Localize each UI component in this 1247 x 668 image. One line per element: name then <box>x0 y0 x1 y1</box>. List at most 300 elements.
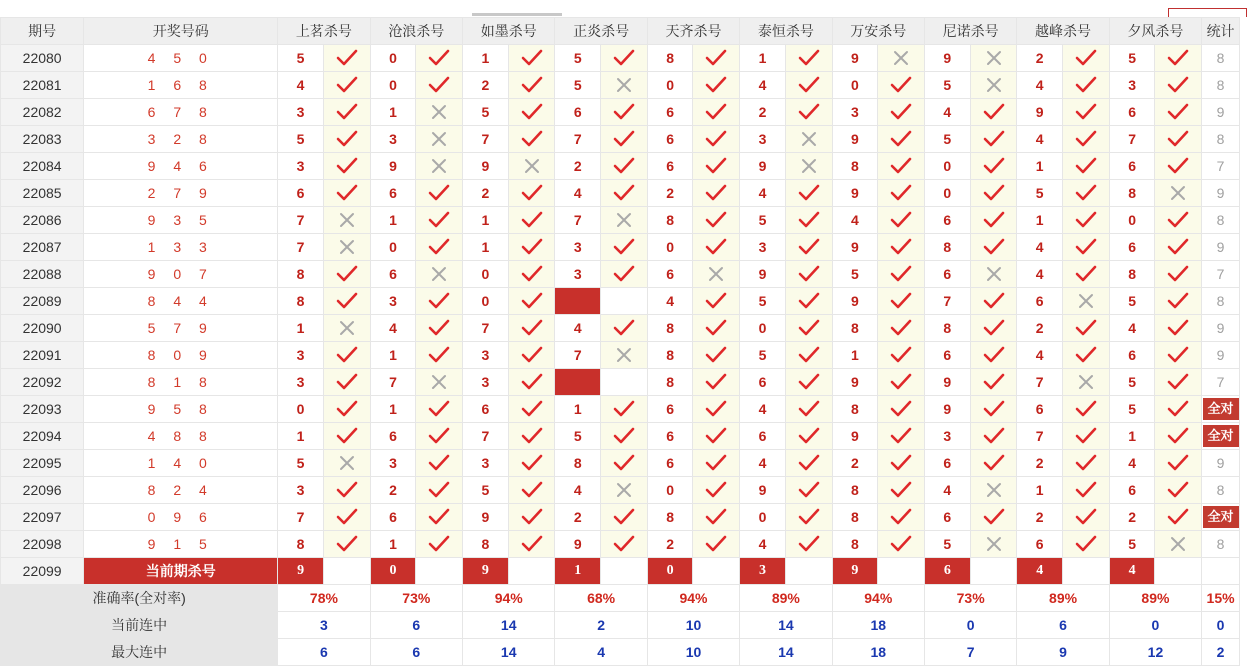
stat-value: 9 <box>1216 455 1225 471</box>
result-mark-cell <box>1155 531 1202 558</box>
header-expert: 夕风杀号 <box>1109 18 1201 45</box>
result-mark-cell <box>1063 72 1110 99</box>
kill-number-cell: 5 <box>463 99 509 126</box>
check-mark-icon <box>1155 346 1201 364</box>
draw-number-cell: 8 0 9 <box>84 342 278 369</box>
result-mark-cell <box>693 423 740 450</box>
check-mark-icon <box>878 481 924 499</box>
header-expert: 正炎杀号 <box>555 18 647 45</box>
stat-value: 9 <box>1216 104 1225 120</box>
result-mark-cell <box>878 423 925 450</box>
result-mark-cell <box>970 531 1017 558</box>
check-mark-icon <box>324 130 370 148</box>
result-mark-cell <box>601 423 648 450</box>
cross-mark-icon <box>1155 536 1201 552</box>
check-mark-icon <box>601 49 647 67</box>
stat-value: 7 <box>1216 374 1225 390</box>
stat-cell <box>1202 72 1240 99</box>
check-mark-icon <box>1155 130 1201 148</box>
cross-mark-icon <box>324 320 370 336</box>
check-mark-icon <box>786 292 832 310</box>
result-mark-cell <box>416 99 463 126</box>
kill-number-cell: 5 <box>1109 288 1155 315</box>
result-mark-cell <box>1155 450 1202 477</box>
result-mark-cell <box>1155 369 1202 396</box>
result-mark-cell <box>1063 126 1110 153</box>
result-mark-cell <box>878 369 925 396</box>
check-mark-icon <box>1155 265 1201 283</box>
kill-number-cell: 8 <box>1109 180 1155 207</box>
result-mark-cell <box>970 342 1017 369</box>
result-mark-cell <box>970 477 1017 504</box>
top-tab-indicator <box>472 13 562 16</box>
all-correct-badge: 全对 <box>1203 398 1239 420</box>
table-row <box>1 315 1240 342</box>
check-mark-icon <box>1063 481 1109 499</box>
kill-number-cell: 2 <box>1017 315 1063 342</box>
empty-cell <box>323 558 370 585</box>
draw-number-cell: 8 2 4 <box>84 477 278 504</box>
empty-cell <box>878 558 925 585</box>
check-mark-icon <box>1063 265 1109 283</box>
period-cell: 22089 <box>1 288 84 315</box>
check-mark-icon <box>416 481 462 499</box>
check-mark-icon <box>1155 211 1201 229</box>
result-mark-cell <box>508 450 555 477</box>
check-mark-icon <box>416 454 462 472</box>
kill-number-cell: 5 <box>278 45 324 72</box>
kill-number-cell: 1 <box>278 315 324 342</box>
result-mark-cell <box>416 315 463 342</box>
kill-number-cell: 4 <box>1017 126 1063 153</box>
result-mark-cell <box>785 342 832 369</box>
result-mark-cell <box>970 396 1017 423</box>
kill-number-cell: 3 <box>278 477 324 504</box>
max-streak-row-value: 18 <box>832 639 924 666</box>
kill-number-cell: 1 <box>1109 423 1155 450</box>
kill-number-cell: 3 <box>740 234 786 261</box>
check-mark-icon <box>786 265 832 283</box>
kill-number-cell: 8 <box>924 234 970 261</box>
check-mark-icon <box>693 346 739 364</box>
result-mark-cell <box>416 450 463 477</box>
check-mark-icon <box>878 238 924 256</box>
kill-number-cell: 8 <box>647 342 693 369</box>
kill-number-cell: 1 <box>370 396 416 423</box>
result-mark-cell <box>970 180 1017 207</box>
kill-number-cell: 2 <box>1017 504 1063 531</box>
kill-number-cell: 8 <box>924 315 970 342</box>
period-cell: 22093 <box>1 396 84 423</box>
kill-number-cell: 4 <box>924 99 970 126</box>
kill-number-cell: 3 <box>555 261 601 288</box>
kill-number-cell: 8 <box>832 531 878 558</box>
result-mark-cell <box>416 153 463 180</box>
current-kill-number: 3 <box>740 558 786 585</box>
result-mark-cell <box>508 234 555 261</box>
accuracy-row-value: 68% <box>555 585 647 612</box>
kill-number-cell: 9 <box>924 45 970 72</box>
cross-mark-icon <box>878 50 924 66</box>
kill-number-cell: 3 <box>463 342 509 369</box>
draw-number-cell: 5 7 9 <box>84 315 278 342</box>
result-mark-cell <box>601 477 648 504</box>
kill-number-cell: 4 <box>832 207 878 234</box>
result-mark-cell <box>508 126 555 153</box>
stat-cell <box>1202 369 1240 396</box>
header-expert: 万安杀号 <box>832 18 924 45</box>
table-row <box>1 288 1240 315</box>
kill-number-cell: 5 <box>278 126 324 153</box>
check-mark-icon <box>1155 157 1201 175</box>
check-mark-icon <box>1155 427 1201 445</box>
result-mark-cell <box>785 153 832 180</box>
kill-number-cell: 3 <box>463 450 509 477</box>
kill-number-cell: 5 <box>1109 396 1155 423</box>
check-mark-icon <box>971 319 1017 337</box>
draw-number-cell: 9 0 7 <box>84 261 278 288</box>
check-mark-icon <box>601 454 647 472</box>
header-expert: 天齐杀号 <box>647 18 739 45</box>
result-mark-cell <box>693 45 740 72</box>
kill-number-cell: 3 <box>278 99 324 126</box>
current-streak-row-total: 0 <box>1202 612 1240 639</box>
result-mark-cell <box>416 288 463 315</box>
check-mark-icon <box>324 103 370 121</box>
result-mark-cell <box>508 72 555 99</box>
check-mark-icon <box>509 454 555 472</box>
kill-number-cell: 4 <box>740 72 786 99</box>
kill-number-cell: 3 <box>278 153 324 180</box>
result-mark-cell <box>508 45 555 72</box>
kill-number-cell: 4 <box>1109 315 1155 342</box>
accuracy-row-value: 94% <box>647 585 739 612</box>
result-mark-cell <box>693 369 740 396</box>
cross-mark-icon <box>971 77 1017 93</box>
kill-number-cell: 4 <box>740 396 786 423</box>
check-mark-icon <box>509 481 555 499</box>
header-expert: 沧浪杀号 <box>370 18 462 45</box>
draw-number-cell: 9 4 6 <box>84 153 278 180</box>
result-mark-cell <box>416 180 463 207</box>
kill-number-cell: 6 <box>647 153 693 180</box>
current-streak-row-value: 0 <box>1109 612 1201 639</box>
current-streak-row-value: 0 <box>924 612 1016 639</box>
current-streak-row-value: 14 <box>463 612 555 639</box>
max-streak-row-value: 9 <box>1017 639 1109 666</box>
kill-number-cell: 3 <box>1109 72 1155 99</box>
check-mark-icon <box>601 265 647 283</box>
period-cell: 22096 <box>1 477 84 504</box>
check-mark-icon <box>509 508 555 526</box>
period-cell: 22087 <box>1 234 84 261</box>
kill-number-cell: 8 <box>832 504 878 531</box>
check-mark-icon <box>878 508 924 526</box>
check-mark-icon <box>416 292 462 310</box>
result-mark-cell <box>416 423 463 450</box>
check-mark-icon <box>693 130 739 148</box>
kill-number-cell: 4 <box>647 288 693 315</box>
kill-number-cell: 6 <box>647 396 693 423</box>
kill-number-cell: 6 <box>463 396 509 423</box>
kill-number-cell: 5 <box>1017 180 1063 207</box>
header-expert: 如墨杀号 <box>463 18 555 45</box>
max-streak-row-value: 6 <box>370 639 462 666</box>
kill-number-cell: 7 <box>555 207 601 234</box>
result-mark-cell <box>323 315 370 342</box>
result-mark-cell <box>1063 99 1110 126</box>
kill-number-cell: 7 <box>555 342 601 369</box>
cross-mark-icon <box>601 482 647 498</box>
table-row <box>1 126 1240 153</box>
kill-number-cell: 1 <box>370 342 416 369</box>
result-mark-cell <box>1063 423 1110 450</box>
current-kill-label: 当前期杀号 <box>84 558 278 585</box>
stat-cell <box>1202 531 1240 558</box>
check-mark-icon <box>878 76 924 94</box>
accuracy-row <box>1 585 1240 612</box>
result-mark-cell <box>693 396 740 423</box>
kill-number-cell: 5 <box>924 126 970 153</box>
cross-mark-icon <box>786 158 832 174</box>
check-mark-icon <box>971 373 1017 391</box>
kill-number-cell: 0 <box>924 153 970 180</box>
kill-number-cell: 1 <box>555 396 601 423</box>
table-row <box>1 477 1240 504</box>
empty-cell <box>601 558 648 585</box>
stat-cell <box>1202 261 1240 288</box>
check-mark-icon <box>786 211 832 229</box>
check-mark-icon <box>1063 400 1109 418</box>
result-mark-cell <box>1063 180 1110 207</box>
header-stat: 统计 <box>1202 18 1240 45</box>
kill-number-cell: 1 <box>740 45 786 72</box>
check-mark-icon <box>878 319 924 337</box>
current-kill-number: 6 <box>924 558 970 585</box>
kill-number-cell: 1 <box>278 423 324 450</box>
result-mark-cell <box>785 288 832 315</box>
table-row <box>1 504 1240 531</box>
max-streak-row-value: 12 <box>1109 639 1201 666</box>
result-mark-cell <box>785 99 832 126</box>
result-mark-cell <box>601 504 648 531</box>
result-mark-cell <box>323 153 370 180</box>
kill-number-cell: 8 <box>832 477 878 504</box>
result-mark-cell <box>1155 180 1202 207</box>
top-right-tab[interactable] <box>1168 8 1247 17</box>
result-mark-cell <box>1155 207 1202 234</box>
kill-number-cell: 0 <box>647 477 693 504</box>
check-mark-icon <box>878 130 924 148</box>
check-mark-icon <box>693 481 739 499</box>
result-mark-cell <box>785 207 832 234</box>
check-mark-icon <box>878 454 924 472</box>
check-mark-icon <box>786 49 832 67</box>
kill-number-cell: 9 <box>370 153 416 180</box>
stat-value: 8 <box>1216 293 1225 309</box>
cross-mark-icon <box>786 131 832 147</box>
kill-number-cell: 6 <box>370 504 416 531</box>
kill-number-cell: 0 <box>278 396 324 423</box>
result-mark-cell <box>323 369 370 396</box>
result-mark-cell <box>693 72 740 99</box>
check-mark-icon <box>509 76 555 94</box>
result-mark-cell <box>970 126 1017 153</box>
kill-number-cell: 4 <box>555 477 601 504</box>
cross-mark-icon <box>693 266 739 282</box>
result-mark-cell <box>416 72 463 99</box>
check-mark-icon <box>1063 346 1109 364</box>
check-mark-icon <box>971 157 1017 175</box>
period-cell: 22084 <box>1 153 84 180</box>
result-mark-cell <box>970 207 1017 234</box>
table-row <box>1 45 1240 72</box>
check-mark-icon <box>878 535 924 553</box>
kill-number-cell: 3 <box>924 423 970 450</box>
kill-number-cell: 0 <box>647 234 693 261</box>
check-mark-icon <box>1063 427 1109 445</box>
result-mark-cell <box>878 180 925 207</box>
accuracy-row-value: 89% <box>1017 585 1109 612</box>
max-streak-row-value: 7 <box>924 639 1016 666</box>
stat-cell <box>1202 180 1240 207</box>
result-mark-cell <box>508 531 555 558</box>
stat-value: 8 <box>1216 482 1225 498</box>
table-row <box>1 234 1240 261</box>
result-mark-cell <box>323 180 370 207</box>
check-mark-icon <box>1155 49 1201 67</box>
check-mark-icon <box>416 76 462 94</box>
kill-number-table <box>0 17 1240 666</box>
result-mark-cell <box>508 261 555 288</box>
result-mark-cell <box>1155 396 1202 423</box>
result-mark-cell <box>1063 207 1110 234</box>
kill-number-cell: 8 <box>832 396 878 423</box>
result-mark-cell <box>508 396 555 423</box>
result-mark-cell <box>1063 153 1110 180</box>
kill-number-cell: 0 <box>740 315 786 342</box>
max-streak-row-value: 14 <box>740 639 832 666</box>
result-mark-cell <box>508 180 555 207</box>
check-mark-icon <box>509 319 555 337</box>
cross-mark-icon <box>324 455 370 471</box>
check-mark-icon <box>1063 508 1109 526</box>
check-mark-icon <box>693 157 739 175</box>
kill-number-cell: 8 <box>1109 261 1155 288</box>
empty-cell <box>1202 558 1240 585</box>
result-mark-cell <box>323 477 370 504</box>
check-mark-icon <box>786 238 832 256</box>
kill-number-cell: 0 <box>370 72 416 99</box>
kill-number-cell: 5 <box>740 207 786 234</box>
current-streak-row-value: 18 <box>832 612 924 639</box>
kill-number-cell: 0 <box>647 72 693 99</box>
result-mark-cell <box>785 234 832 261</box>
table-row <box>1 423 1240 450</box>
kill-number-cell: 6 <box>924 504 970 531</box>
check-mark-icon <box>324 49 370 67</box>
current-kill-number: 9 <box>463 558 509 585</box>
check-mark-icon <box>786 427 832 445</box>
result-mark-cell <box>878 45 925 72</box>
kill-number-cell: 0 <box>463 261 509 288</box>
period-cell: 22083 <box>1 126 84 153</box>
kill-number-cell: 2 <box>463 180 509 207</box>
kill-number-cell: 1 <box>370 207 416 234</box>
kill-number-cell: 3 <box>278 369 324 396</box>
result-mark-cell <box>323 423 370 450</box>
cross-mark-icon <box>601 77 647 93</box>
result-mark-cell <box>416 342 463 369</box>
kill-number-cell: 2 <box>370 477 416 504</box>
kill-number-cell: 2 <box>463 72 509 99</box>
check-mark-icon <box>971 454 1017 472</box>
table-row <box>1 180 1240 207</box>
cross-mark-icon <box>1063 374 1109 390</box>
result-mark-cell <box>508 369 555 396</box>
check-mark-icon <box>971 184 1017 202</box>
kill-number-cell: 8 <box>647 45 693 72</box>
max-streak-row <box>1 639 1240 666</box>
kill-number-cell: 7 <box>1109 126 1155 153</box>
result-mark-cell <box>693 504 740 531</box>
check-mark-icon <box>509 265 555 283</box>
result-mark-cell <box>693 288 740 315</box>
check-mark-icon <box>971 238 1017 256</box>
highlight-cell <box>555 369 601 396</box>
result-mark-cell <box>508 315 555 342</box>
result-mark-cell <box>508 207 555 234</box>
kill-number-cell: 4 <box>740 180 786 207</box>
period-cell: 22090 <box>1 315 84 342</box>
check-mark-icon <box>1063 157 1109 175</box>
table-row <box>1 207 1240 234</box>
kill-number-cell: 7 <box>555 126 601 153</box>
period-cell: 22094 <box>1 423 84 450</box>
result-mark-cell <box>323 261 370 288</box>
kill-number-cell: 9 <box>832 180 878 207</box>
table-row <box>1 396 1240 423</box>
current-streak-row-value: 3 <box>278 612 370 639</box>
kill-number-cell: 5 <box>924 531 970 558</box>
check-mark-icon <box>601 427 647 445</box>
current-kill-number: 9 <box>278 558 324 585</box>
check-mark-icon <box>1155 103 1201 121</box>
stat-cell <box>1202 99 1240 126</box>
check-mark-icon <box>693 454 739 472</box>
check-mark-icon <box>509 130 555 148</box>
stat-cell <box>1202 207 1240 234</box>
stat-cell <box>1202 153 1240 180</box>
result-mark-cell <box>1155 315 1202 342</box>
kill-number-cell: 8 <box>647 207 693 234</box>
kill-number-cell: 5 <box>740 288 786 315</box>
result-mark-cell <box>416 126 463 153</box>
result-mark-cell <box>878 531 925 558</box>
draw-number-cell: 9 1 5 <box>84 531 278 558</box>
kill-number-cell: 5 <box>1109 369 1155 396</box>
result-mark-cell <box>323 207 370 234</box>
accuracy-row-value: 89% <box>1109 585 1201 612</box>
check-mark-icon <box>1063 535 1109 553</box>
check-mark-icon <box>509 49 555 67</box>
check-mark-icon <box>786 400 832 418</box>
result-mark-cell <box>693 126 740 153</box>
kill-number-cell: 3 <box>463 369 509 396</box>
check-mark-icon <box>324 157 370 175</box>
kill-number-cell: 1 <box>463 234 509 261</box>
result-mark-cell <box>416 261 463 288</box>
